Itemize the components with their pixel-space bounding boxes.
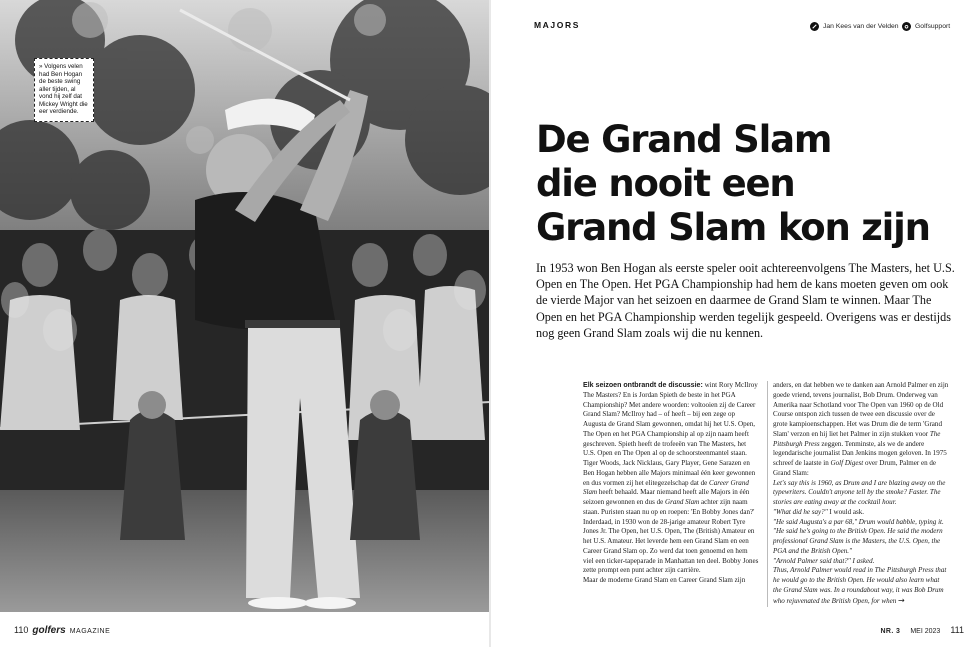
paragraph-text: heeft behaald. Maar niemand heeft alle Majors in één seizoen gewonnen en dus de [583,488,750,506]
paragraph-text: I would ask. [827,507,865,516]
headline-line-3: Grand Slam kon zijn [536,206,930,249]
right-folio [880,625,964,635]
page-number-right: 111 [950,625,964,635]
magazine-label: MAGAZINE [69,628,111,635]
paragraph-text: anders, en dat hebben we te danken aan Arnold Palmer en zijn goede vriend, tevens journalist, Bob Drum. Onderweg van Amerika naar Schotland voor The Open van 1960 op de Old Course ontspon zich tussen de twee een discussie over de grote kampioenschappen. Het was Drum die de term 'Grand Slam' verzon en hij liet het Palmer in zijn stukken voor [773,381,949,438]
continue-arrow-icon: → [898,595,905,605]
left-folio [14,625,110,636]
issue-number: NR. 3 [880,628,901,635]
body-column-2 [773,381,949,606]
photo-caption [34,58,94,122]
paragraph-text: achter zijn naam staan. Puristen staan nu op en roepen: 'En Bobby Jones dan?' Inderdaad, in 1930 won de 28-jarige amateur Robert Tyre Jones Jr. The Open, het U.S. Open, The (British) Amateur en het U.S. Amateur. Het leverde hem een Grand Slam en een Career Grand Slam op. Zo werd dat toen genoemd en hem viel een ticker-tapeparade in Manhattan ten deel. Bobby Jones zette prompt een punt achter zijn carrière. [583,498,759,575]
body-column-1 [583,381,759,586]
paragraph [583,381,759,459]
photo-credit-name: Golfsupport [915,23,951,30]
emphasis: "He said Augusta's a par 68," [773,517,858,526]
right-page [491,0,980,647]
pen-icon [810,22,819,31]
paragraph-text: Thus, Arnold Palmer would read in The Pittsburgh Press that he would go to the British Open. He would also learn what the Grand Slam was. In a roundabout way, it was Bob Drum who rejuvenated the British Open, for when [773,566,947,605]
headline-line-2: die nooit een [536,162,795,205]
quote-paragraph [773,508,949,518]
column-divider [767,381,768,607]
paragraph-text: zeggen. Tenminste, als we de andere legendarische journalist Dan Jenkins mogen geloven. In 1975 schreef de laatste in [773,439,947,467]
paragraph-text: wint Rory McIlroy The Masters? En is Jordan Spieth de beste in het PGA Championship? Met andere woorden: voltooien zij de Career Grand Slam? McIlroy had – of heeft – bij een zege op Augusta de Grand Slam gewonnen, omdat hij het U.S. Open, The Open en het PGA Championship al op zijn naam heeft geschreven. Spieth heeft de trofeeën van The Masters, het U.S. Open en The Open al op de schoorsteenmantel staan. [583,381,758,458]
ben-hogan-swing-photo [0,0,490,612]
paragraph-text: over Drum, Palmer en de Grand Slam: [773,459,937,477]
camera-icon [902,22,911,31]
article-headline [536,118,956,250]
emphasis: Golf Digest [830,459,864,467]
emphasis: Career Grand Slam [583,478,749,497]
emphasis: "What did he say?" [773,507,828,516]
article-lead: In 1953 won Ben Hogan als eerste speler ooit achtereenvolgens The Masters, het U.S. Open en The Open. Het PGA Championship had hem de kans moeten geven om ook de vierde Major van het seizoen en daarmee de Grand Slam te winnen. Maar The Open en het PGA Championship werden tegelijk gespeeld. Overigens was er destijds nog geen Grand Slam zoals wij die nu kennen. [536,261,955,340]
paragraph: Maar de moderne Grand Slam en Career Grand Slam zijn [583,576,746,584]
page-number-left: 110 [14,625,29,635]
paragraph-text: Tiger Woods, Jack Nicklaus, Gary Player, Gene Sarazen en Ben Hogan hebben alle Majors minimaal één keer gewonnen en dus vormen zij het elitegezelschap dat de [583,459,756,487]
caption-text: » Volgens velen had Ben Hogan de beste swing aller tijden, al vond hij zelf dat Mickey Wright die eer verdiende. [39,63,88,116]
emphasis: Grand Slam [665,498,700,506]
issue-date: MEI 2023 [910,628,941,635]
quote-paragraph [773,566,949,606]
author-credit [810,22,899,31]
author-name: Jan Kees van der Velden [823,23,899,30]
kicker: Elk seizoen ontbrandt de discussie: [583,382,703,389]
quote-paragraph [773,518,949,557]
section-label: MAJORS [534,20,580,30]
photo-credit [902,22,950,31]
paragraph [583,459,759,576]
paragraph [773,381,949,479]
headline-line-1: De Grand Slam [536,118,832,161]
emphasis: The Pittsburgh Press [773,429,941,448]
quote-paragraph: Let's say this is 1960, as Drum and I are blazing away on the typewriters. Couldn't anyone tell by the smoke? Faster. The stories are eating away at the cocktail hour. [773,478,946,506]
paragraph-text: Drum would babble, typing it. "He said he's going to the British Open. He said the modern professional Grand Slam is the Masters, the U.S. Open, the PGA and the British Open." [773,517,944,555]
quote-paragraph: "Arnold Palmer said that?" I asked. [773,556,875,565]
brand-logo: golfers [32,625,66,636]
